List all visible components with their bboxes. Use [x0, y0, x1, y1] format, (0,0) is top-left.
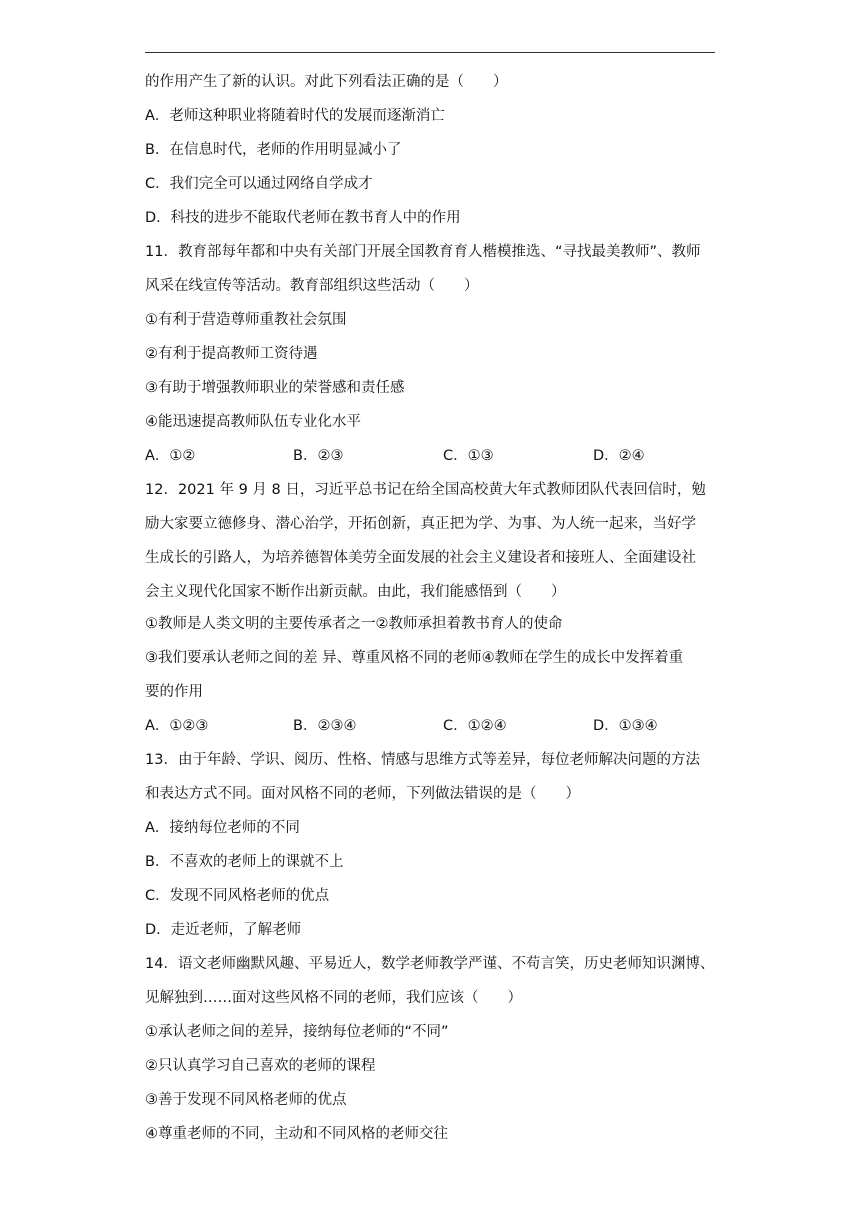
q12-stem-line: 会主义现代化国家不断作出新贡献。由此，我们能感悟到（ ）: [145, 584, 566, 600]
q11-stem-line: 风采在线宣传等活动。教育部组织这些活动（ ）: [145, 278, 479, 294]
q11-options: [145, 446, 725, 466]
q11-option-c: C．①③: [443, 448, 494, 464]
q13-option-d: D．走近老师，了解老师: [145, 922, 302, 938]
q12-statement-line: 要的作用: [145, 684, 203, 700]
q12-option-c: C．①②④: [443, 718, 507, 734]
q12-options: [145, 716, 725, 736]
q13-option-b: B．不喜欢的老师上的课就不上: [145, 854, 344, 870]
q10-option-a: A．老师这种职业将随着时代的发展而逐渐消亡: [145, 108, 445, 124]
q12-option-b: B．②③④: [293, 718, 357, 734]
q13-stem-line: 13．由于年龄、学识、阅历、性格、情感与思维方式等差异，每位老师解决问题的方法: [145, 752, 700, 768]
q11-option-a: A．①②: [145, 448, 196, 464]
q10-stem: 的作用产生了新的认识。对此下列看法正确的是（ ）: [145, 74, 508, 90]
q13-option-c: C．发现不同风格老师的优点: [145, 888, 330, 904]
q11-statement-1: ①有利于营造尊师重教社会氛围: [145, 312, 347, 328]
q14-stem-line: 见解独到……面对这些风格不同的老师，我们应该（ ）: [145, 990, 522, 1006]
q12-option-a: A．①②③: [145, 718, 209, 734]
q10-option-b: B．在信息时代，老师的作用明显减小了: [145, 142, 402, 158]
q11-statement-3: ③有助于增强教师职业的荣誉感和责任感: [145, 380, 405, 396]
q12-option-d: D．①③④: [593, 718, 658, 734]
q11-stem-line: 11．教育部每年都和中央有关部门开展全国教育育人楷模推选、“寻找最美教师”、教师: [145, 244, 701, 260]
q13-option-a: A．接纳每位老师的不同: [145, 820, 300, 836]
q13-stem-line: 和表达方式不同。面对风格不同的老师，下列做法错误的是（ ）: [145, 786, 580, 802]
q14-statement-3: ③善于发现不同风格老师的优点: [145, 1092, 347, 1108]
q12-stem-line: 励大家要立德修身、潜心治学，开拓创新，真正把为学、为事、为人统一起来，当好学: [145, 516, 696, 532]
q14-statement-4: ④尊重老师的不同，主动和不同风格的老师交往: [145, 1126, 448, 1142]
q12-statement-line: ③我们要承认老师之间的差 异、尊重风格不同的老师④教师在学生的成长中发挥着重: [145, 650, 684, 666]
q11-option-d: D．②④: [593, 448, 645, 464]
q10-option-d: D．科技的进步不能取代老师在教书育人中的作用: [145, 210, 461, 226]
header-rule: [145, 52, 715, 53]
q12-stem-line: 12．2021 年 9 月 8 日，习近平总书记在给全国高校黄大年式教师团队代表回信时，勉: [145, 482, 706, 498]
q12-stem-line: 生成长的引路人，为培养德智体美劳全面发展的社会主义建设者和接班人、全面建设社: [145, 550, 696, 566]
q14-statement-2: ②只认真学习自己喜欢的老师的课程: [145, 1058, 376, 1074]
q10-option-c: C．我们完全可以通过网络自学成才: [145, 176, 373, 192]
q14-stem-line: 14．语文老师幽默风趣、平易近人，数学老师教学严谨、不苟言笑，历史老师知识渊博、: [145, 956, 715, 972]
q11-statement-4: ④能迅速提高教师队伍专业化水平: [145, 414, 361, 430]
q11-option-b: B．②③: [293, 448, 344, 464]
q14-statement-1: ①承认老师之间的差异，接纳每位老师的“不同”: [145, 1024, 449, 1040]
q11-statement-2: ②有利于提高教师工资待遇: [145, 346, 318, 362]
q12-statement-line: ①教师是人类文明的主要传承者之一②教师承担着教书育人的使命: [145, 616, 563, 632]
